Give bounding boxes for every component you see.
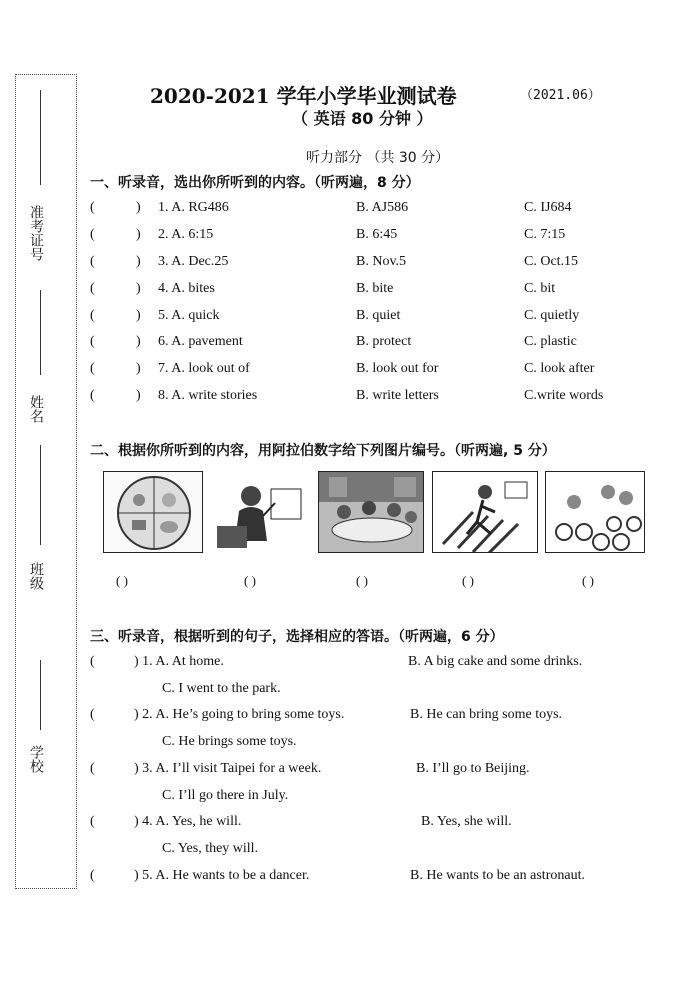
question-row [90,308,670,330]
option-c: C. Yes, they will. [162,841,259,856]
paren-open[interactable]: ( [90,814,95,829]
question-row [90,227,670,249]
artist-painting-icon [211,471,307,553]
binding-strip [15,74,77,889]
page-subtitle: （ 英语 80 分钟 ） [292,109,433,128]
option-c: C. I’ll go there in July. [162,788,289,803]
option-b: B. look out for [356,361,439,376]
option-c: C. He brings some toys. [162,734,297,749]
section-1-heading: 一、听录音，选出你所听到的内容。（听两遍，8 分） [90,175,420,191]
paren-open[interactable]: ( [90,227,95,242]
paren-open[interactable]: ( [90,308,95,323]
question-row [90,281,670,303]
picture-blank[interactable]: ( ) [116,573,128,588]
option-b: B. protect [356,334,412,349]
paren-close[interactable]: ) [136,308,141,323]
option-a: ) 3. A. I’ll visit Taipei for a week. [134,761,322,776]
question-row [90,388,670,410]
picture-blank[interactable]: ( ) [244,573,256,588]
option-a: 8. A. write stories [158,388,258,403]
option-b: B. quiet [356,308,401,323]
paren-open[interactable]: ( [90,388,95,403]
paren-close[interactable]: ) [136,227,141,242]
family-dinner-icon [318,471,424,553]
class-label: 班级 [28,562,44,590]
option-b: B. He can bring some toys. [410,707,563,722]
option-b: B. 6:45 [356,227,398,242]
option-a: 2. A. 6:15 [158,227,214,242]
option-b: B. Nov.5 [356,254,407,269]
paren-close[interactable]: ) [136,388,141,403]
section-3-heading: 三、听录音，根据听到的句子，选择相应的答语。（听两遍，6 分） [90,629,504,645]
paren-open[interactable]: ( [90,361,95,376]
exam-date: （2021.06） [520,88,601,103]
option-a: ) 2. A. He’s going to bring some toys. [134,707,345,722]
question-row [90,334,670,356]
exam-id-line [40,90,41,185]
paren-close[interactable]: ) [136,334,141,349]
question-row [90,361,670,383]
question-row [90,254,670,276]
paren-open[interactable]: ( [90,868,95,883]
option-a: 1. A. RG486 [158,200,229,215]
paren-open[interactable]: ( [90,281,95,296]
option-b: B. AJ586 [356,200,409,215]
name-line [40,290,41,375]
option-a: 7. A. look out of [158,361,250,376]
school-label: 学校 [28,745,44,773]
option-c: C. quietly [524,308,580,323]
option-b: B. He wants to be an astronaut. [410,868,585,883]
option-a: 3. A. Dec.25 [158,254,229,269]
option-b: B. bite [356,281,394,296]
paren-close[interactable]: ) [136,200,141,215]
food-plate-icon [103,471,203,553]
person-running-crossing-icon [432,471,538,553]
paren-close[interactable]: ) [136,254,141,269]
option-c: C. I went to the park. [162,681,281,696]
option-c: C. plastic [524,334,577,349]
section-2-heading: 二、根据你所听到的内容，用阿拉伯数字给下列图片编号。（听两遍, 5 分） [90,443,556,459]
option-c: C. 7:15 [524,227,566,242]
paren-open[interactable]: ( [90,761,95,776]
picture-blank[interactable]: ( ) [462,573,474,588]
paren-open[interactable]: ( [90,334,95,349]
option-a: ) 5. A. He wants to be a dancer. [134,868,310,883]
page-title: 2020-2021 学年小学毕业测试卷 [150,84,457,108]
paren-close[interactable]: ) [136,281,141,296]
option-b: B. write letters [356,388,439,403]
option-b: B. I’ll go to Beijing. [416,761,530,776]
option-c: C. IJ684 [524,200,572,215]
option-a: 4. A. bites [158,281,215,296]
part-heading: 听力部分 （共 30 分） [306,150,450,166]
option-a: 6. A. pavement [158,334,243,349]
paren-open[interactable]: ( [90,654,95,669]
option-a: ) 1. A. At home. [134,654,224,669]
paren-open[interactable]: ( [90,254,95,269]
question-row [90,200,670,222]
option-c: C.write words [524,388,604,403]
paren-close[interactable]: ) [136,361,141,376]
option-c: C. Oct.15 [524,254,579,269]
option-a: 5. A. quick [158,308,220,323]
picture-blank[interactable]: ( ) [356,573,368,588]
kids-cycling-icon [545,471,645,553]
option-c: C. look after [524,361,595,376]
exam-id-label: 准考证号 [28,205,44,261]
option-c: C. bit [524,281,556,296]
paren-open[interactable]: ( [90,200,95,215]
school-line [40,660,41,730]
option-b: B. A big cake and some drinks. [408,654,583,669]
option-b: B. Yes, she will. [421,814,512,829]
picture-blank[interactable]: ( ) [582,573,594,588]
option-a: ) 4. A. Yes, he will. [134,814,242,829]
name-label: 姓名 [28,395,44,423]
paren-open[interactable]: ( [90,707,95,722]
class-line [40,445,41,545]
